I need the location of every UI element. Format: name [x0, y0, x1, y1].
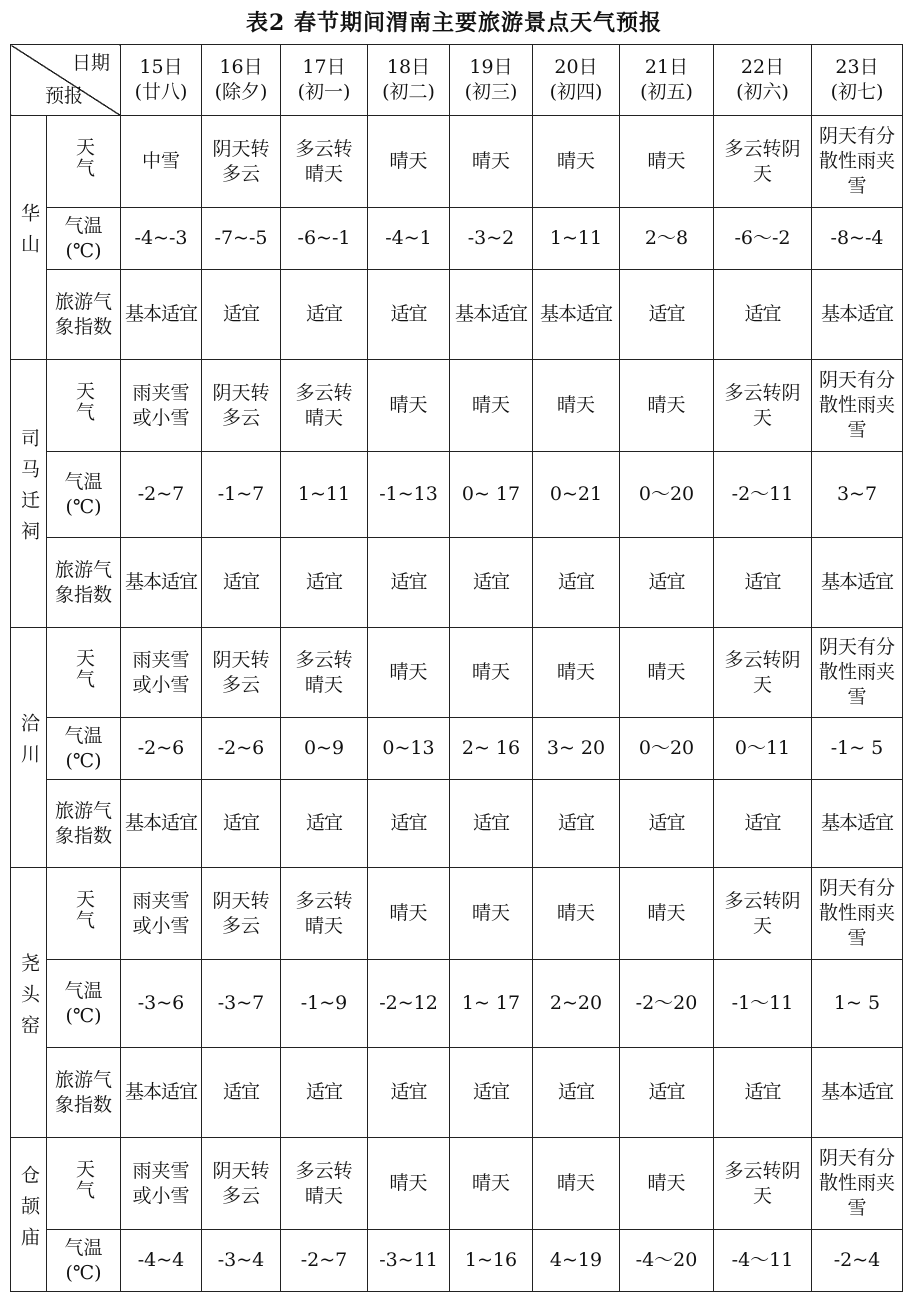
tourism-index-cell: 适宜: [281, 780, 368, 868]
tourism-index-cell: 适宜: [620, 780, 714, 868]
weather-cell: 晴天: [533, 628, 620, 718]
weather-cell: 晴天: [620, 1138, 714, 1230]
weather-cell: 多云转阴天: [714, 868, 812, 960]
tourism-index-cell: 适宜: [450, 538, 533, 628]
weather-label: 天气: [73, 137, 95, 179]
tourism-index-label: 旅游气: [54, 1068, 112, 1091]
weather-cell: 晴天: [533, 868, 620, 960]
weather-label: 天气: [73, 889, 95, 931]
temperature-cell: 1~16: [450, 1230, 533, 1292]
date-day: 21日: [644, 56, 689, 78]
tourism-index-cell: 基本适宜: [121, 1048, 202, 1138]
weather-cell: 晴天: [450, 116, 533, 208]
weather-cell: 阴天有分散性雨夹雪: [812, 116, 903, 208]
weather-label-cell: [47, 628, 121, 718]
temperature-label-cell: [47, 960, 121, 1048]
weather-cell: 多云转阴天: [714, 116, 812, 208]
tourism-index-cell: 适宜: [281, 1048, 368, 1138]
tourism-index-cell: 基本适宜: [812, 1048, 903, 1138]
tourism-index-cell: 适宜: [281, 270, 368, 360]
weather-cell: 晴天: [620, 116, 714, 208]
date-header-cell: [714, 45, 812, 116]
date-lunar: (初二): [382, 81, 435, 103]
weather-cell: 晴天: [450, 1138, 533, 1230]
temperature-unit: (℃): [65, 495, 102, 518]
weather-cell: 晴天: [368, 1138, 450, 1230]
temperature-label-cell: [47, 1230, 121, 1292]
date-header-cell: [533, 45, 620, 116]
weather-cell: 晴天: [533, 360, 620, 452]
tourism-index-cell: 基本适宜: [812, 270, 903, 360]
temperature-cell: 1~ 5: [812, 960, 903, 1048]
site-name: 司马迁祠: [18, 428, 40, 552]
weather-cell: 阴天转多云: [202, 116, 281, 208]
site-name-cell: [11, 116, 47, 360]
temperature-cell: -2~7: [281, 1230, 368, 1292]
tourism-index-cell: 基本适宜: [121, 270, 202, 360]
date-header-cell: [812, 45, 903, 116]
date-lunar: (廿八): [134, 81, 188, 103]
tourism-index-cell: 适宜: [620, 1048, 714, 1138]
temperature-cell: -1~9: [281, 960, 368, 1048]
date-day: 16日: [219, 56, 263, 78]
temperature-cell: 0～20: [620, 452, 714, 538]
temperature-cell: 1~11: [533, 208, 620, 270]
weather-cell: 晴天: [533, 1138, 620, 1230]
weather-label: 天气: [73, 1159, 95, 1201]
tourism-index-cell: 基本适宜: [121, 538, 202, 628]
site-name: 尧头窑: [18, 952, 40, 1046]
temperature-label: 气温: [64, 470, 103, 493]
date-day: 15日: [139, 56, 183, 78]
temperature-cell: -6～-2: [714, 208, 812, 270]
tourism-index-cell: 适宜: [620, 270, 714, 360]
date-lunar: (初五): [640, 81, 693, 103]
temperature-cell: 1~11: [281, 452, 368, 538]
tourism-index-label: 旅游气: [54, 558, 112, 581]
temperature-label: 气温: [64, 979, 103, 1002]
tourism-index-cell: 适宜: [533, 538, 620, 628]
temperature-row: [11, 1230, 903, 1292]
date-header-cell: [121, 45, 202, 116]
tourism-index-cell: 适宜: [620, 538, 714, 628]
date-day: 23日: [835, 56, 879, 78]
weather-cell: 雨夹雪或小雪: [121, 360, 202, 452]
header-row: [11, 45, 903, 116]
temperature-label: 气温: [64, 214, 103, 237]
date-day: 19日: [469, 56, 513, 78]
temperature-label-cell: [47, 208, 121, 270]
temperature-cell: 0~ 17: [450, 452, 533, 538]
temperature-label-cell: [47, 452, 121, 538]
temperature-row: [11, 960, 903, 1048]
temperature-cell: 2～8: [620, 208, 714, 270]
weather-cell: 多云转晴天: [281, 1138, 368, 1230]
weather-cell: 阴天转多云: [202, 628, 281, 718]
date-day: 22日: [740, 56, 785, 78]
weather-cell: 多云转晴天: [281, 360, 368, 452]
weather-cell: 阴天有分散性雨夹雪: [812, 628, 903, 718]
temperature-cell: 4~19: [533, 1230, 620, 1292]
header-corner-cell: [11, 45, 121, 116]
date-lunar: (除夕): [214, 81, 268, 103]
date-lunar: (初七): [830, 81, 884, 103]
temperature-cell: -2~4: [812, 1230, 903, 1292]
weather-cell: 雨夹雪或小雪: [121, 1138, 202, 1230]
temperature-cell: 2~ 16: [450, 718, 533, 780]
tourism-index-cell: 基本适宜: [533, 270, 620, 360]
temperature-cell: 1~ 17: [450, 960, 533, 1048]
weather-cell: 晴天: [368, 628, 450, 718]
date-lunar: (初六): [736, 81, 789, 103]
tourism-index-cell: 基本适宜: [812, 780, 903, 868]
date-lunar: (初一): [297, 81, 351, 103]
temperature-row: [11, 452, 903, 538]
tourism-index-label-cell: [47, 780, 121, 868]
tourism-index-row: [11, 270, 903, 360]
weather-cell: 阴天有分散性雨夹雪: [812, 360, 903, 452]
temperature-unit: (℃): [65, 1261, 102, 1284]
temperature-cell: -3~6: [121, 960, 202, 1048]
tourism-index-label: 旅游气: [54, 799, 112, 822]
temperature-cell: -1~ 5: [812, 718, 903, 780]
date-header-cell: [281, 45, 368, 116]
weather-cell: 晴天: [533, 116, 620, 208]
date-lunar: (初四): [549, 81, 603, 103]
weather-cell: 多云转阴天: [714, 1138, 812, 1230]
weather-cell: 阴天有分散性雨夹雪: [812, 868, 903, 960]
site-name: 仓颉庙: [18, 1164, 40, 1258]
weather-cell: 多云转阴天: [714, 360, 812, 452]
weather-cell: 晴天: [450, 868, 533, 960]
temperature-cell: 3~7: [812, 452, 903, 538]
temperature-label: 气温: [64, 724, 103, 747]
site-name-cell: [11, 360, 47, 628]
tourism-index-cell: 适宜: [533, 780, 620, 868]
temperature-unit: (℃): [65, 239, 102, 262]
date-day: 20日: [554, 56, 598, 78]
tourism-index-cell: 适宜: [202, 270, 281, 360]
weather-cell: 晴天: [620, 628, 714, 718]
date-lunar: (初三): [464, 81, 518, 103]
temperature-cell: 3~ 20: [533, 718, 620, 780]
tourism-index-cell: 适宜: [714, 780, 812, 868]
weather-cell: 阴天转多云: [202, 360, 281, 452]
site-name: 华山: [18, 203, 40, 265]
tourism-index-row: [11, 780, 903, 868]
tourism-index-cell: 适宜: [714, 270, 812, 360]
tourism-index-cell: 基本适宜: [121, 780, 202, 868]
tourism-index-cell: 适宜: [714, 1048, 812, 1138]
tourism-index-cell: 适宜: [281, 538, 368, 628]
temperature-row: [11, 718, 903, 780]
temperature-cell: -4～11: [714, 1230, 812, 1292]
temperature-cell: 0~13: [368, 718, 450, 780]
temperature-cell: -6~-1: [281, 208, 368, 270]
weather-cell: 晴天: [450, 628, 533, 718]
tourism-index-row: [11, 538, 903, 628]
temperature-label: 气温: [64, 1236, 103, 1259]
temperature-cell: -4~1: [368, 208, 450, 270]
temperature-cell: 0~21: [533, 452, 620, 538]
temperature-cell: -3~7: [202, 960, 281, 1048]
weather-cell: 阴天转多云: [202, 1138, 281, 1230]
weather-label-cell: [47, 360, 121, 452]
temperature-cell: 2~20: [533, 960, 620, 1048]
tourism-index-label: 象指数: [54, 1093, 112, 1116]
temperature-cell: -4～20: [620, 1230, 714, 1292]
site-name: 洽川: [18, 713, 40, 775]
temperature-cell: 0～11: [714, 718, 812, 780]
weather-label-cell: [47, 116, 121, 208]
temperature-cell: 0～20: [620, 718, 714, 780]
tourism-index-label-cell: [47, 1048, 121, 1138]
temperature-cell: -4~4: [121, 1230, 202, 1292]
weather-cell: 雨夹雪或小雪: [121, 868, 202, 960]
tourism-index-cell: 基本适宜: [812, 538, 903, 628]
weather-cell: 中雪: [121, 116, 202, 208]
date-header-cell: [620, 45, 714, 116]
tourism-index-cell: 适宜: [202, 1048, 281, 1138]
weather-label-cell: [47, 868, 121, 960]
corner-date-label: 日期: [71, 52, 110, 74]
temperature-cell: -2～20: [620, 960, 714, 1048]
tourism-index-cell: 适宜: [368, 538, 450, 628]
weather-cell: 多云转阴天: [714, 628, 812, 718]
weather-row: [11, 628, 903, 718]
tourism-index-row: [11, 1048, 903, 1138]
tourism-index-cell: 适宜: [202, 780, 281, 868]
temperature-cell: -7~-5: [202, 208, 281, 270]
temperature-cell: -8~-4: [812, 208, 903, 270]
temperature-cell: -2~7: [121, 452, 202, 538]
temperature-cell: -4~-3: [121, 208, 202, 270]
weather-cell: 阴天有分散性雨夹雪: [812, 1138, 903, 1230]
weather-row: [11, 868, 903, 960]
tourism-index-cell: 适宜: [368, 270, 450, 360]
tourism-index-cell: 适宜: [450, 780, 533, 868]
tourism-index-cell: 基本适宜: [450, 270, 533, 360]
temperature-cell: -1~13: [368, 452, 450, 538]
weather-label: 天气: [73, 648, 95, 690]
date-header-cell: [202, 45, 281, 116]
tourism-index-label: 象指数: [54, 824, 112, 847]
weather-cell: 雨夹雪或小雪: [121, 628, 202, 718]
temperature-unit: (℃): [65, 1004, 102, 1027]
weather-label: 天气: [73, 381, 95, 423]
tourism-index-label-cell: [47, 270, 121, 360]
site-name-cell: [11, 628, 47, 868]
tourism-index-cell: 适宜: [368, 1048, 450, 1138]
corner-forecast-label: 预报: [45, 85, 84, 107]
weather-cell: 阴天转多云: [202, 868, 281, 960]
weather-cell: 多云转晴天: [281, 116, 368, 208]
weather-forecast-table: [10, 44, 903, 1292]
temperature-cell: -3~4: [202, 1230, 281, 1292]
weather-cell: 多云转晴天: [281, 868, 368, 960]
weather-row: [11, 360, 903, 452]
tourism-index-cell: 适宜: [714, 538, 812, 628]
date-header-cell: [368, 45, 450, 116]
weather-cell: 晴天: [368, 116, 450, 208]
temperature-cell: -3~11: [368, 1230, 450, 1292]
weather-label-cell: [47, 1138, 121, 1230]
temperature-label-cell: [47, 718, 121, 780]
tourism-index-label-cell: [47, 538, 121, 628]
temperature-cell: -1~7: [202, 452, 281, 538]
site-name-cell: [11, 868, 47, 1138]
tourism-index-label: 旅游气: [54, 290, 112, 313]
weather-cell: 晴天: [620, 868, 714, 960]
temperature-row: [11, 208, 903, 270]
temperature-cell: -2~6: [121, 718, 202, 780]
temperature-cell: -3~2: [450, 208, 533, 270]
site-name-cell: [11, 1138, 47, 1292]
temperature-cell: -2~12: [368, 960, 450, 1048]
temperature-cell: 0~9: [281, 718, 368, 780]
weather-cell: 晴天: [368, 360, 450, 452]
temperature-unit: (℃): [65, 749, 102, 772]
weather-row: [11, 116, 903, 208]
page-title: 表2 春节期间渭南主要旅游景点天气预报: [246, 10, 662, 36]
tourism-index-cell: 适宜: [533, 1048, 620, 1138]
date-header-cell: [450, 45, 533, 116]
temperature-cell: -1～11: [714, 960, 812, 1048]
tourism-index-label: 象指数: [54, 315, 112, 338]
temperature-cell: -2~6: [202, 718, 281, 780]
date-day: 17日: [302, 56, 346, 78]
weather-cell: 晴天: [368, 868, 450, 960]
tourism-index-label: 象指数: [54, 583, 112, 606]
tourism-index-cell: 适宜: [450, 1048, 533, 1138]
weather-row: [11, 1138, 903, 1230]
tourism-index-cell: 适宜: [368, 780, 450, 868]
temperature-cell: -2～11: [714, 452, 812, 538]
tourism-index-cell: 适宜: [202, 538, 281, 628]
weather-cell: 晴天: [620, 360, 714, 452]
weather-cell: 晴天: [450, 360, 533, 452]
weather-cell: 多云转晴天: [281, 628, 368, 718]
date-day: 18日: [386, 56, 431, 78]
